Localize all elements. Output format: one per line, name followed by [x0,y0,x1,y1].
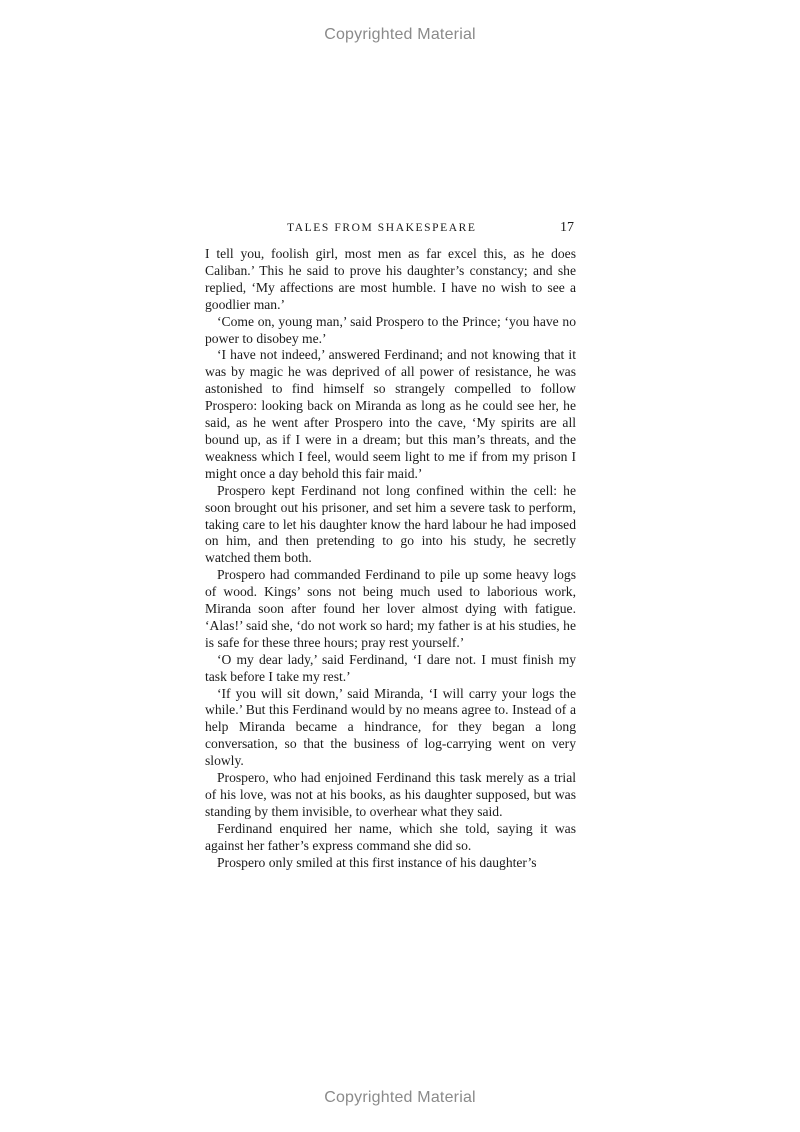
paragraph: ‘If you will sit down,’ said Miranda, ‘I will carry your logs the while.’ But this Ferdinand would by no means agree to. Instead of a help Miranda became a hindrance, for they began a long conversation, so that the business of log-carrying went on very slowly. [205,685,576,769]
paragraph: Prospero kept Ferdinand not long confined within the cell: he soon brought out his prisoner, and set him a severe task to perform, taking care to let his daughter know the hard labour he had imposed on him, and then pretending to go into his study, he secretly watched them both. [205,482,576,566]
running-header [205,221,576,241]
paragraph: ‘O my dear lady,’ said Ferdinand, ‘I dare not. I must finish my task before I take my rest.’ [205,651,576,684]
paragraph: Prospero had commanded Ferdinand to pile up some heavy logs of wood. Kings’ sons not being much used to laborious work, Miranda soon after found her lover almost dying with fatigue. ‘Alas!’ said she, ‘do not work so hard; my father is at his studies, he is safe for these three hours; pray rest yourself.’ [205,567,576,650]
page-number: 17 [560,220,574,235]
paragraph: ‘I have not indeed,’ answered Ferdinand; and not knowing that it was by magic he was deprived of all power of resistance, he was astonished to find himself so strangely compelled to follow Prospero: looking back on Miranda as long as he could see her, he said, as he went after Prospero into the cave, ‘My spirits are all bound up, as if I were in a dream; but this man’s threats, and the weakness which I feel, would seem light to me if from my prison I might once a day behold this fair maid.’ [205,347,576,481]
paragraph: I tell you, foolish girl, most men as far excel this, as he does Caliban.’ This he said to prove his daughter’s constancy; and she replied, ‘My affections are most humble. I have no wish to see a goodlier man.’ [205,246,576,312]
paragraph: ‘Come on, young man,’ said Prospero to the Prince; ‘you have no power to disobey me.’ [205,313,576,346]
body-text [205,246,576,872]
paragraph: Ferdinand enquired her name, which she told, saying it was against her father’s express command she did so. [205,820,576,853]
paragraph: Prospero, who had enjoined Ferdinand this task merely as a trial of his love, was not at his books, as his daughter supposed, but was standing by them invisible, to overhear what they said. [205,770,576,819]
copyright-watermark-top: Copyrighted Material [324,26,476,43]
copyright-watermark-bottom: Copyrighted Material [324,1089,476,1106]
running-title: TALES FROM SHAKESPEARE [287,222,477,234]
paragraph: Prospero only smiled at this first instance of his daughter’s [217,854,537,870]
